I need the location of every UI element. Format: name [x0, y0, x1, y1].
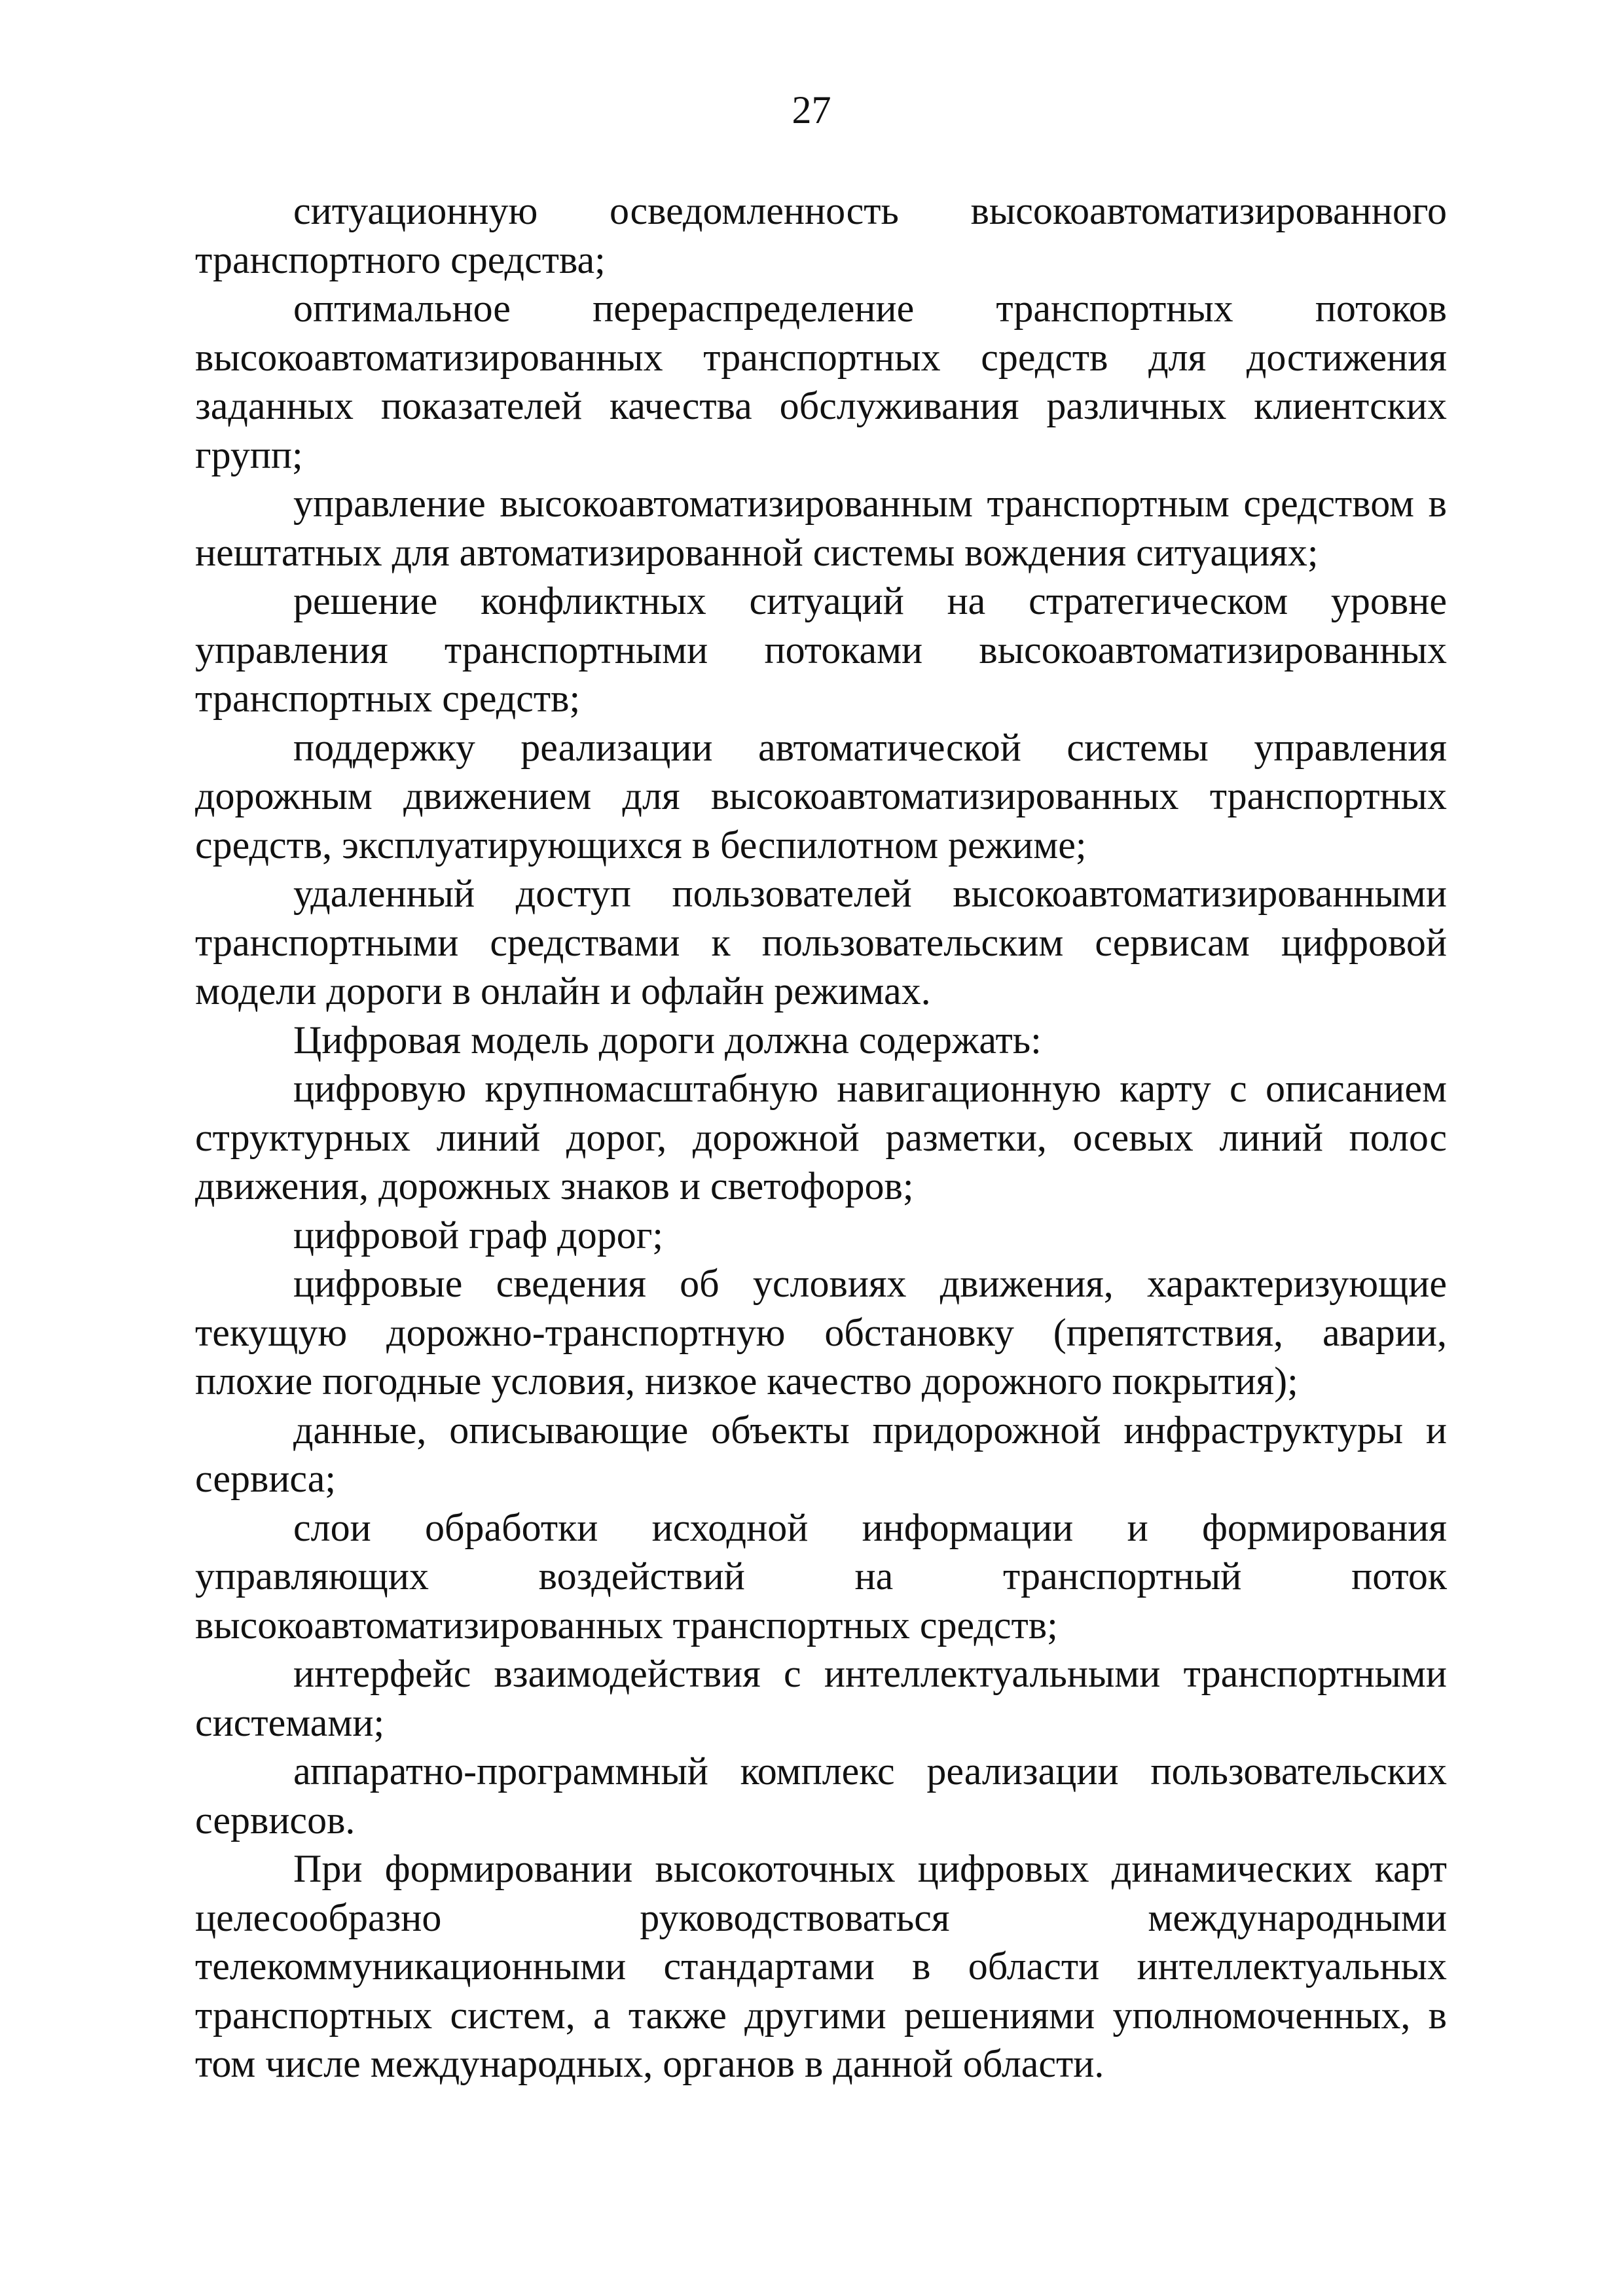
paragraph-its-interface: интерфейс взаимодействия с интеллектуальными транспортными системами;: [195, 1652, 1447, 1744]
paragraph-situational-awareness: ситуационную осведомленность высокоавтоматизированного транспортного средства;: [195, 189, 1447, 281]
paragraph-traffic-redistribution: оптимальное перераспределение транспортных потоков высокоавтоматизированных транспортных средств для достижения заданных показателей качества обслуживания различных клиентских групп;: [195, 287, 1447, 476]
paragraph-standards-guidance: При формировании высокоточных цифровых динамических карт целесообразно руководствоваться международными телекоммуникационными стандартами в области интеллектуальных транспортных систем, а также другими решениями уполномоченных, в том числе международных, органов в данной области.: [195, 1847, 1447, 2085]
paragraph-traffic-management-support: поддержку реализации автоматической системы управления дорожным движением для высокоавтоматизированных транспортных средств, эксплуатирующихся в беспилотном режиме;: [195, 725, 1447, 867]
paragraph-model-contents-heading: Цифровая модель дороги должна содержать:: [293, 1018, 1042, 1062]
paragraph-remote-access: удаленный доступ пользователей высокоавтоматизированными транспортными средствами к пользовательским сервисам цифровой модели дороги в онлайн и офлайн режимах.: [195, 872, 1447, 1013]
paragraph-navigation-map: цифровую крупномасштабную навигационную карту с описанием структурных линий дорог, дорожной разметки, осевых линий полос движения, дорожных знаков и светофоров;: [195, 1067, 1447, 1208]
paragraph-roadside-infrastructure: данные, описывающие объекты придорожной инфраструктуры и сервиса;: [195, 1408, 1447, 1500]
paragraph-hardware-software-complex: аппаратно-программный комплекс реализации пользовательских сервисов.: [195, 1749, 1447, 1842]
paragraph-emergency-control: управление высокоавтоматизированным транспортным средством в нештатных для автоматизированной системы вождения ситуациях;: [195, 482, 1447, 574]
paragraph-road-graph: цифровой граф дорог;: [293, 1213, 664, 1257]
paragraph-processing-layers: слои обработки исходной информации и формирования управляющих воздействий на транспортный поток высокоавтоматизированных транспортных средств;: [195, 1505, 1447, 1647]
paragraph-traffic-conditions: цифровые сведения об условиях движения, характеризующие текущую дорожно-транспортную обстановку (препятствия, аварии, плохие погодные условия, низкое качество дорожного покрытия);: [195, 1262, 1447, 1403]
document-body: [195, 187, 1447, 2089]
page-number: 27: [792, 88, 831, 132]
paragraph-conflict-resolution: решение конфликтных ситуаций на стратегическом уровне управления транспортными потоками высокоавтоматизированных транспортных средств;: [195, 579, 1447, 720]
